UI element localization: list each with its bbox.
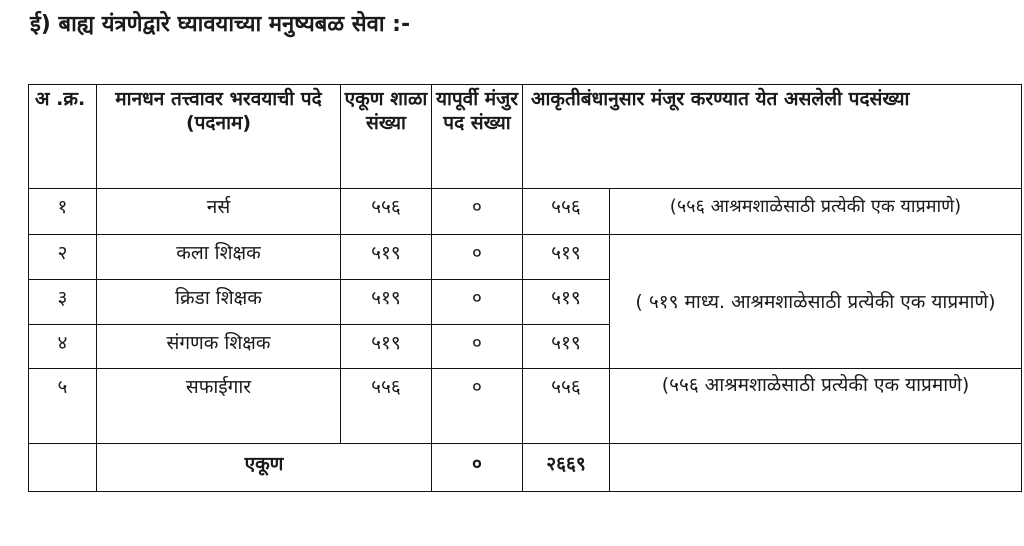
cell-serial: ४ <box>29 325 97 369</box>
header-serial: अ .क्र. <box>29 85 97 189</box>
cell-previous: ० <box>432 280 523 325</box>
cell-previous: ० <box>432 325 523 369</box>
cell-serial: ३ <box>29 280 97 325</box>
section-heading: ई) बाह्य यंत्रणेद्वारे घ्यावयाच्या मनुष्यबळ सेवा :- <box>30 12 411 37</box>
cell-post: सफाईगार <box>97 369 341 444</box>
cell-count: ५१९ <box>523 235 610 280</box>
header-pattern: आकृतीबंधानुसार मंजूर करण्यात येत असलेली पदसंख्या <box>523 85 1022 189</box>
header-schools: एकूण शाळा संख्या <box>341 85 432 189</box>
cell-count: ५१९ <box>523 325 610 369</box>
cell-schools: ५१९ <box>341 325 432 369</box>
table-row <box>29 369 1022 444</box>
cell-post: नर्स <box>97 189 341 235</box>
header-sanctioned: यापूर्वी मंजुर पद संख्या <box>432 85 523 189</box>
total-count: २६६९ <box>523 444 610 492</box>
cell-empty <box>29 444 97 492</box>
cell-schools: ५५६ <box>341 369 432 444</box>
cell-schools: ५५६ <box>341 189 432 235</box>
cell-schools: ५१९ <box>341 280 432 325</box>
total-previous: ० <box>432 444 523 492</box>
cell-schools: ५१९ <box>341 235 432 280</box>
cell-post: क्रिडा शिक्षक <box>97 280 341 325</box>
cell-previous: ० <box>432 369 523 444</box>
cell-count: ५५६ <box>523 369 610 444</box>
cell-serial: १ <box>29 189 97 235</box>
cell-empty <box>610 444 1022 492</box>
table-header-row <box>29 85 1022 189</box>
header-post: मानधन तत्त्वावर भरवयाची पदे (पदनाम) <box>97 85 341 189</box>
table-total-row <box>29 444 1022 492</box>
cell-post: संगणक शिक्षक <box>97 325 341 369</box>
cell-previous: ० <box>432 189 523 235</box>
cell-note: (५५६ आश्रमशाळेसाठी प्रत्येकी एक याप्रमाणे) <box>610 189 1022 235</box>
cell-previous: ० <box>432 235 523 280</box>
cell-post: कला शिक्षक <box>97 235 341 280</box>
cell-serial: २ <box>29 235 97 280</box>
cell-serial: ५ <box>29 369 97 444</box>
total-label: एकूण <box>97 444 432 492</box>
table-row <box>29 235 1022 280</box>
table-row <box>29 189 1022 235</box>
cell-note: (५५६ आश्रमशाळेसाठी प्रत्येकी एक याप्रमाणे) <box>610 369 1022 444</box>
cell-count: ५५६ <box>523 189 610 235</box>
cell-merged-note: ( ५१९ माध्य. आश्रमशाळेसाठी प्रत्येकी एक याप्रमाणे) <box>610 235 1022 369</box>
manpower-services-table <box>28 84 1022 492</box>
cell-count: ५१९ <box>523 280 610 325</box>
